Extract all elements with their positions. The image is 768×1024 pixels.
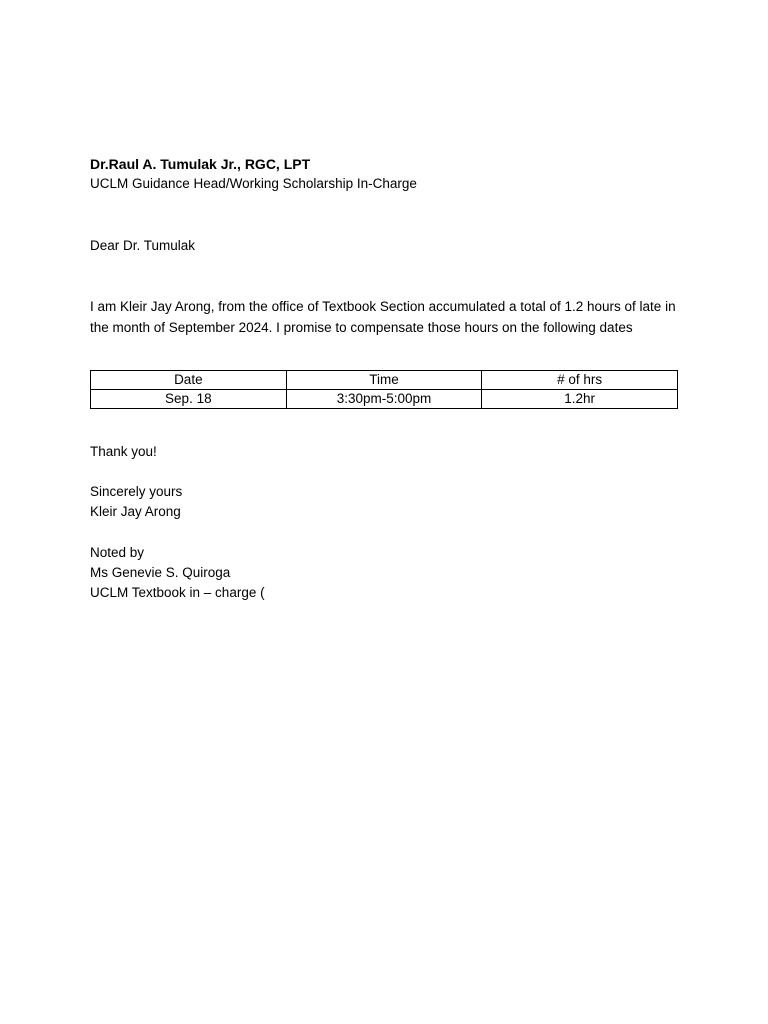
noted-by-label: Noted by	[90, 545, 145, 560]
noter-title: UCLM Textbook in – charge (	[90, 585, 265, 600]
thank-you-line: Thank you!	[90, 444, 157, 459]
closing-line: Sincerely yours	[90, 484, 183, 499]
cell-time: 3:30pm-5:00pm	[286, 390, 482, 409]
letter-body	[90, 154, 680, 603]
signer-name: Kleir Jay Arong	[90, 504, 181, 519]
cell-hours: 1.2hr	[482, 390, 678, 409]
header-hours: # of hrs	[482, 371, 678, 390]
cell-date: Sep. 18	[91, 390, 287, 409]
compensation-table	[90, 370, 678, 409]
noter-name: Ms Genevie S. Quiroga	[90, 565, 231, 580]
recipient-title: UCLM Guidance Head/Working Scholarship In-Charge	[90, 176, 417, 191]
table-row	[91, 390, 678, 409]
table-header-row	[91, 371, 678, 390]
body-paragraph: I am Kleir Jay Arong, from the office of Textbook Section accumulated a total of 1.2 hours of late in the month of September 2024. I promise to compensate those hours on the following dates	[90, 299, 676, 335]
header-time: Time	[286, 371, 482, 390]
header-date: Date	[91, 371, 287, 390]
recipient-name: Dr.Raul A. Tumulak Jr., RGC, LPT	[90, 156, 311, 172]
salutation: Dear Dr. Tumulak	[90, 238, 196, 253]
